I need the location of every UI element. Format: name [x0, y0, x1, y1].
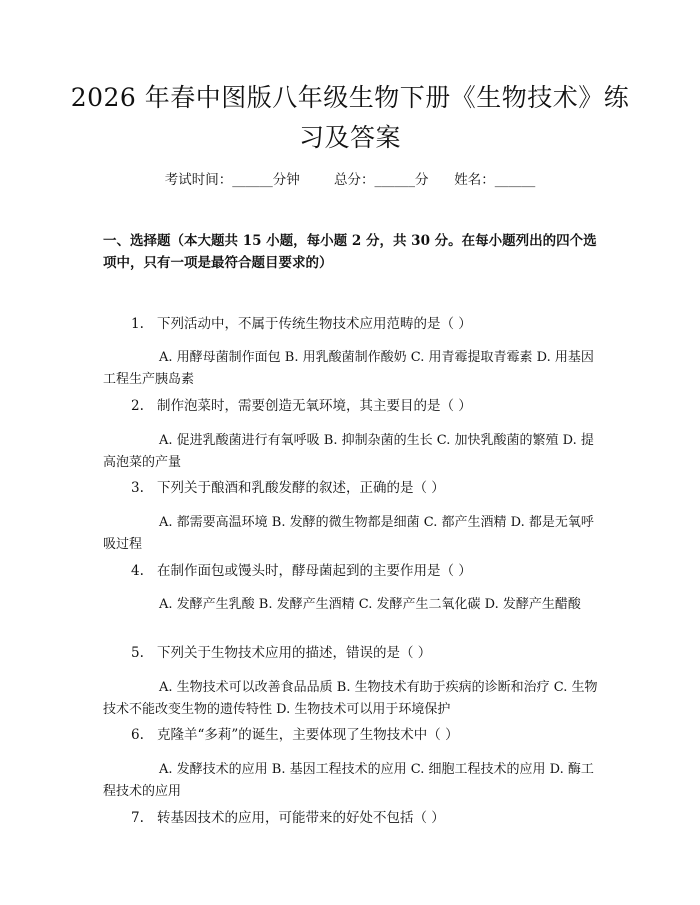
question-text: 转基因技术的应用，可能带来的好处不包括（ ）	[157, 810, 445, 826]
section-heading: 一、选择题（本大题共 15 小题，每小题 2 分，共 30 分。在每小题列出的四个选项中，只有一项是最符合题目要求的）	[103, 233, 597, 271]
question-number: 7.	[131, 810, 144, 826]
question-options: A. 都需要高温环境 B. 发酵的微生物都是细菌 C. 都产生酒精 D. 都是无氧呼吸过程	[103, 515, 594, 552]
question-number: 4.	[131, 563, 144, 579]
document-title: 2026 年春中图版八年级生物下册《生物技术》练习及答案	[70, 83, 630, 152]
question-number: 6.	[131, 727, 144, 743]
exam-info-line	[0, 168, 700, 188]
question-stem	[131, 559, 472, 579]
question-number: 3.	[131, 480, 144, 496]
question-text: 下列活动中，不属于传统生物技术应用范畴的是（ ）	[157, 316, 472, 332]
question-options: A. 用酵母菌制作面包 B. 用乳酸菌制作酸奶 C. 用青霉提取青霉素 D. 用基因工程生产胰岛素	[103, 350, 594, 387]
question-stem	[131, 723, 459, 743]
question-options: A. 促进乳酸菌进行有氧呼吸 B. 抑制杂菌的生长 C. 加快乳酸菌的繁殖 D. 提高泡菜的产量	[103, 433, 594, 470]
question-text: 在制作面包或馒头时，酵母菌起到的主要作用是（ ）	[157, 563, 472, 579]
question-number: 2.	[131, 398, 144, 414]
question-stem	[131, 806, 445, 826]
question-options: A. 发酵技术的应用 B. 基因工程技术的应用 C. 细胞工程技术的应用 D. 酶工程技术的应用	[103, 762, 594, 799]
question-text: 下列关于酿酒和乳酸发酵的叙述，正确的是（ ）	[157, 480, 445, 496]
question-stem	[131, 394, 472, 414]
question-stem	[131, 476, 445, 496]
question-options: A. 发酵产生乳酸 B. 发酵产生酒精 C. 发酵产生二氧化碳 D. 发酵产生醋酸	[159, 597, 581, 612]
question-stem	[131, 641, 431, 661]
exam-score: 总分：______分	[334, 172, 429, 188]
question-text: 制作泡菜时，需要创造无氧环境，其主要目的是（ ）	[157, 398, 472, 414]
exam-name: 姓名：______	[454, 172, 536, 188]
question-stem	[131, 312, 472, 332]
question-text: 下列关于生物技术应用的描述，错误的是（ ）	[157, 645, 432, 661]
exam-time: 考试时间：______分钟	[164, 172, 300, 188]
question-options: A. 生物技术可以改善食品品质 B. 生物技术有助于疾病的诊断和治疗 C. 生物技术不能改变生物的遗传特性 D. 生物技术可以用于环境保护	[103, 680, 598, 717]
question-number: 5.	[131, 645, 144, 661]
question-number: 1.	[131, 316, 144, 332]
question-text: 克隆羊“多莉”的诞生，主要体现了生物技术中（ ）	[157, 727, 459, 743]
